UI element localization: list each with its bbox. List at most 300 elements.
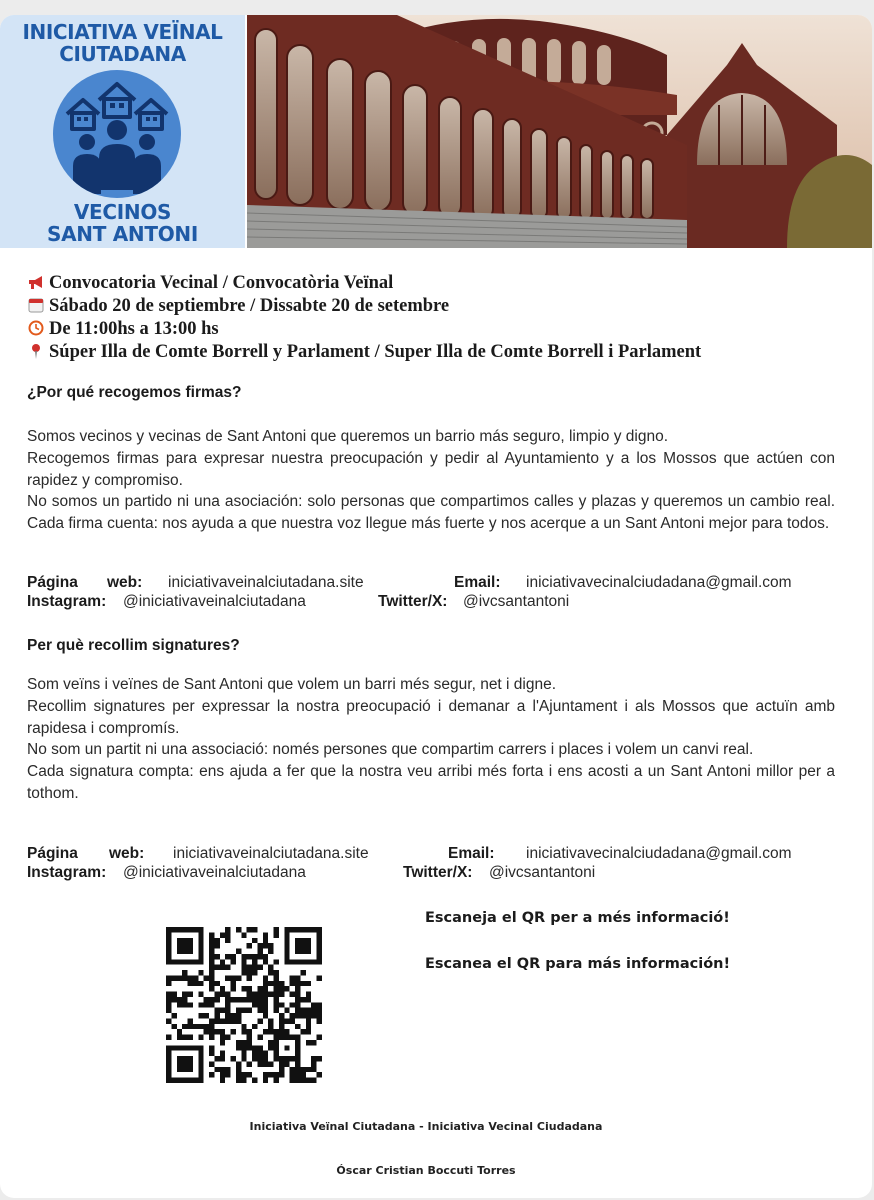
qr-module (198, 954, 203, 959)
qr-module (300, 927, 305, 932)
qr-module (263, 1008, 268, 1013)
qr-module (241, 1051, 246, 1056)
qr-module (279, 1072, 284, 1077)
qr-module (220, 1018, 225, 1023)
qr-module (177, 927, 182, 932)
qr-module (198, 1067, 203, 1072)
es-web-label-b: web: (107, 574, 143, 591)
ca-instagram-link[interactable]: @iniciativaveinalciutadana (123, 864, 306, 881)
qr-module (177, 949, 182, 954)
ca-email-link[interactable]: iniciativavecinalciudadana@gmail.com (526, 845, 792, 862)
qr-module (284, 1056, 289, 1061)
qr-module (263, 938, 268, 943)
qr-module (279, 1013, 284, 1018)
qr-module (290, 1078, 295, 1083)
qr-module (198, 927, 203, 932)
ca-paragraph-2: Recollim signatures per expressar la nostra preocupació i demanar a l'Ajuntament i als Mossos que actuïn amb rapidesa i compromís. (27, 697, 835, 737)
qr-module (274, 959, 279, 964)
qr-module (274, 975, 279, 980)
es-email-link[interactable]: iniciativavecinalciudadana@gmail.com (526, 574, 792, 591)
qr-module (295, 1045, 300, 1050)
qr-module (188, 1035, 193, 1040)
qr-module (220, 992, 225, 997)
qr-module (300, 970, 305, 975)
qr-module (252, 965, 257, 970)
qr-module (204, 1024, 209, 1029)
qr-module (247, 943, 252, 948)
qr-module (188, 1078, 193, 1083)
qr-module (182, 970, 187, 975)
qr-module (263, 932, 268, 937)
es-paragraph-2: Recogemos firmas para expresar nuestra preocupación y pedir al Ayuntamiento y a los Mossos que actúen con rapidez y compromiso. (27, 449, 835, 489)
qr-module (177, 943, 182, 948)
qr-module (306, 992, 311, 997)
qr-module (236, 1040, 241, 1045)
qr-module (231, 981, 236, 986)
qr-module (284, 1029, 289, 1034)
qr-module (284, 1061, 289, 1066)
qr-module (252, 1045, 257, 1050)
qr-module (268, 1040, 273, 1045)
qr-module (166, 1045, 171, 1050)
qr-module (279, 986, 284, 991)
qr-module (311, 927, 316, 932)
qr-module (317, 927, 322, 932)
qr-module (182, 1045, 187, 1050)
qr-module (290, 927, 295, 932)
qr-module (177, 1061, 182, 1066)
qr-module (188, 1067, 193, 1072)
qr-module (284, 1045, 289, 1050)
qr-module (171, 975, 176, 980)
qr-module (247, 986, 252, 991)
qr-module (220, 986, 225, 991)
qr-module (295, 981, 300, 986)
qr-module (188, 992, 193, 997)
qr-module (214, 938, 219, 943)
qr-module (214, 1018, 219, 1023)
qr-module (274, 927, 279, 932)
qr-module (284, 959, 289, 964)
qr-module (209, 965, 214, 970)
qr-module (300, 943, 305, 948)
qr-module (231, 954, 236, 959)
qr-module (274, 1056, 279, 1061)
ca-contact-row-2 (27, 863, 837, 882)
qr-code[interactable] (166, 927, 322, 1083)
qr-module (171, 1013, 176, 1018)
qr-module (241, 965, 246, 970)
qr-module (257, 965, 262, 970)
qr-module (198, 1061, 203, 1066)
qr-module (209, 997, 214, 1002)
qr-module (171, 959, 176, 964)
qr-module (257, 943, 262, 948)
ca-web-link[interactable]: iniciativaveinalciutadana.site (173, 845, 369, 862)
qr-module (204, 1029, 209, 1034)
qr-module (214, 943, 219, 948)
qr-module (311, 1002, 316, 1007)
qr-module (268, 1045, 273, 1050)
qr-module (268, 1024, 273, 1029)
qr-module (209, 1045, 214, 1050)
qr-module (166, 932, 171, 937)
qr-module (177, 975, 182, 980)
qr-module (274, 981, 279, 986)
qr-module (225, 1018, 230, 1023)
qr-module (177, 1035, 182, 1040)
es-twitter-link[interactable]: @ivcsantantoni (463, 593, 570, 610)
qr-module (317, 938, 322, 943)
qr-module (290, 1002, 295, 1007)
qr-module (177, 1029, 182, 1034)
qr-text-es: Escanea el QR para más información! (425, 956, 731, 972)
qr-module (177, 997, 182, 1002)
qr-module (295, 1013, 300, 1018)
qr-module (311, 1078, 316, 1083)
qr-module (279, 1035, 284, 1040)
qr-module (290, 992, 295, 997)
qr-module (311, 1067, 316, 1072)
qr-module (220, 965, 225, 970)
qr-module (182, 1002, 187, 1007)
qr-module (257, 1035, 262, 1040)
qr-module (214, 1008, 219, 1013)
qr-module (182, 975, 187, 980)
footer-author: Óscar Cristian Boccuti Torres (336, 1164, 516, 1177)
qr-module (166, 981, 171, 986)
qr-module (236, 1078, 241, 1083)
qr-module (241, 1045, 246, 1050)
logo-subtitle (0, 201, 245, 245)
logo-title (0, 21, 245, 65)
event-time: De 11:00hs a 13:00 hs (49, 319, 219, 339)
qr-module (295, 943, 300, 948)
qr-module (247, 1035, 252, 1040)
qr-module (268, 1061, 273, 1066)
qr-module (204, 1013, 209, 1018)
qr-module (193, 981, 198, 986)
qr-module (284, 949, 289, 954)
qr-module (252, 1056, 257, 1061)
ca-contact-row-1 (27, 844, 837, 863)
qr-module (241, 1056, 246, 1061)
qr-module (284, 943, 289, 948)
qr-module (306, 1008, 311, 1013)
qr-module (274, 1029, 279, 1034)
es-contact-row-1 (27, 573, 837, 592)
qr-module (257, 1045, 262, 1050)
qr-module (193, 927, 198, 932)
event-title-line (27, 272, 701, 295)
qr-module (317, 975, 322, 980)
qr-module (166, 959, 171, 964)
qr-module (295, 1008, 300, 1013)
qr-module (198, 970, 203, 975)
qr-module (166, 938, 171, 943)
qr-module (300, 1067, 305, 1072)
qr-module (198, 1024, 203, 1029)
qr-module (247, 1008, 252, 1013)
qr-module (252, 959, 257, 964)
qr-module (295, 975, 300, 980)
qr-module (193, 1024, 198, 1029)
qr-module (193, 1078, 198, 1083)
qr-module (257, 1056, 262, 1061)
qr-module (317, 1013, 322, 1018)
qr-module (306, 1067, 311, 1072)
es-twitter-label: Twitter/X: (378, 593, 448, 610)
qr-module (198, 949, 203, 954)
es-paragraph-1: Somos vecinos y vecinas de Sant Antoni que queremos un barrio más seguro, limpio y digno. (27, 428, 669, 445)
qr-module (198, 938, 203, 943)
qr-module (177, 1067, 182, 1072)
qr-module (263, 959, 268, 964)
qr-module (252, 1002, 257, 1007)
qr-module (236, 1008, 241, 1013)
qr-module (306, 959, 311, 964)
qr-module (247, 992, 252, 997)
qr-module (214, 981, 219, 986)
qr-module (188, 1045, 193, 1050)
qr-module (279, 981, 284, 986)
qr-module (214, 1013, 219, 1018)
qr-module (279, 1018, 284, 1023)
qr-module (295, 1078, 300, 1083)
event-title: Convocatoria Vecinal / Convocatòria Veïnal (49, 273, 394, 293)
qr-module (236, 997, 241, 1002)
qr-module (274, 992, 279, 997)
qr-module (306, 1029, 311, 1034)
qr-module (295, 927, 300, 932)
qr-module (263, 986, 268, 991)
qr-module (263, 1078, 268, 1083)
event-place: Súper Illa de Comte Borrell y Parlament / Super Illa de Comte Borrell i Parlament (49, 342, 702, 362)
qr-module (220, 932, 225, 937)
es-heading: ¿Por qué recogemos firmas? (27, 384, 242, 401)
qr-module (252, 970, 257, 975)
qr-module (182, 1056, 187, 1061)
qr-module (252, 1078, 257, 1083)
qr-module (198, 1056, 203, 1061)
qr-module (295, 1067, 300, 1072)
qr-module (295, 949, 300, 954)
qr-module (188, 938, 193, 943)
qr-module (231, 1056, 236, 1061)
qr-module (284, 1008, 289, 1013)
qr-text-ca: Escaneja el QR per a més informació! (425, 910, 730, 926)
qr-module (209, 986, 214, 991)
qr-module (252, 997, 257, 1002)
logo-sub-line1: VECINOS (73, 200, 172, 224)
qr-module (209, 1024, 214, 1029)
market-building-photo (247, 15, 872, 248)
qr-module (209, 1002, 214, 1007)
qr-module (182, 943, 187, 948)
qr-module (193, 959, 198, 964)
qr-module (257, 986, 262, 991)
qr-module (182, 959, 187, 964)
qr-module (214, 1067, 219, 1072)
qr-module (241, 1072, 246, 1077)
ca-twitter-link[interactable]: @ivcsantantoni (489, 864, 596, 881)
qr-module (166, 954, 171, 959)
qr-module (247, 997, 252, 1002)
qr-module (241, 1008, 246, 1013)
qr-module (247, 1045, 252, 1050)
qr-module (284, 1035, 289, 1040)
qr-module (274, 1040, 279, 1045)
qr-module (295, 1024, 300, 1029)
qr-module (274, 997, 279, 1002)
qr-module (220, 1008, 225, 1013)
qr-module (182, 1024, 187, 1029)
qr-module (263, 975, 268, 980)
qr-module (198, 943, 203, 948)
ca-instagram-label: Instagram: (27, 864, 107, 881)
qr-module (252, 954, 257, 959)
qr-module (257, 1018, 262, 1023)
qr-module (295, 1040, 300, 1045)
qr-module (268, 992, 273, 997)
qr-module (220, 1067, 225, 1072)
qr-module (182, 992, 187, 997)
qr-module (209, 943, 214, 948)
event-date: Sábado 20 de septiembre / Dissabte 20 de setembre (49, 296, 450, 316)
qr-module (263, 1051, 268, 1056)
ca-twitter-label: Twitter/X: (403, 864, 473, 881)
es-email-label: Email: (454, 574, 501, 591)
qr-module (241, 1024, 246, 1029)
qr-module (274, 1035, 279, 1040)
qr-module (209, 1018, 214, 1023)
qr-module (279, 1024, 284, 1029)
qr-module (263, 1029, 268, 1034)
qr-module (220, 1056, 225, 1061)
qr-module (209, 1061, 214, 1066)
qr-module (225, 965, 230, 970)
es-web-label-a: Página (27, 574, 78, 591)
qr-module (241, 1078, 246, 1083)
qr-module (166, 975, 171, 980)
qr-module (241, 970, 246, 975)
flyer-header (0, 15, 872, 248)
qr-module (279, 1067, 284, 1072)
logo-panel (0, 15, 245, 248)
qr-module (209, 938, 214, 943)
logo-title-line1: INICIATIVA VEÏNAL (22, 20, 223, 44)
qr-module (188, 959, 193, 964)
qr-module (274, 1008, 279, 1013)
qr-module (295, 1002, 300, 1007)
qr-module (209, 970, 214, 975)
qr-module (177, 959, 182, 964)
qr-module (225, 1013, 230, 1018)
footer-org: Iniciativa Veïnal Ciutadana - Iniciativa Vecinal Ciudadana (249, 1120, 603, 1133)
qr-module (166, 1056, 171, 1061)
ca-paragraph-1: Som veïns i veïnes de Sant Antoni que volem un barri més segur, net i digne. (27, 676, 557, 693)
qr-module (198, 1051, 203, 1056)
ca-web-label-a: Página (27, 845, 78, 862)
qr-module (241, 1040, 246, 1045)
qr-module (188, 1024, 193, 1029)
qr-module (268, 965, 273, 970)
qr-module (306, 938, 311, 943)
qr-module (274, 1051, 279, 1056)
qr-module (236, 1061, 241, 1066)
qr-module (220, 1040, 225, 1045)
es-instagram-link[interactable]: @iniciativaveinalciutadana (123, 593, 306, 610)
qr-module (241, 954, 246, 959)
qr-module (236, 1045, 241, 1050)
qr-module (311, 1056, 316, 1061)
qr-module (241, 1029, 246, 1034)
qr-module (188, 1018, 193, 1023)
qr-module (252, 992, 257, 997)
qr-module (182, 927, 187, 932)
qr-module (166, 997, 171, 1002)
qr-module (263, 997, 268, 1002)
qr-module (182, 1078, 187, 1083)
qr-module (257, 954, 262, 959)
qr-module (317, 959, 322, 964)
qr-module (290, 1013, 295, 1018)
logo-sub-line2: SANT ANTONI (47, 222, 198, 246)
qr-module (188, 1056, 193, 1061)
qr-module (198, 1078, 203, 1083)
qr-module (257, 1051, 262, 1056)
qr-module (225, 1002, 230, 1007)
qr-module (236, 1018, 241, 1023)
qr-module (188, 1061, 193, 1066)
es-web-link[interactable]: iniciativaveinalciutadana.site (168, 574, 364, 591)
qr-module (252, 927, 257, 932)
qr-module (268, 949, 273, 954)
qr-module (317, 943, 322, 948)
qr-module (317, 949, 322, 954)
es-instagram-label: Instagram: (27, 593, 107, 610)
qr-module (290, 1035, 295, 1040)
megaphone-icon (27, 274, 45, 290)
qr-module (214, 992, 219, 997)
qr-module (268, 1018, 273, 1023)
qr-module (171, 1045, 176, 1050)
qr-module (241, 986, 246, 991)
qr-module (209, 954, 214, 959)
qr-module (214, 1056, 219, 1061)
qr-module (225, 932, 230, 937)
qr-module (263, 1061, 268, 1066)
qr-module (204, 1002, 209, 1007)
qr-module (166, 1067, 171, 1072)
qr-module (274, 1072, 279, 1077)
qr-module (166, 1072, 171, 1077)
qr-module (225, 927, 230, 932)
qr-module (220, 1072, 225, 1077)
qr-module (317, 1018, 322, 1023)
qr-module (166, 1061, 171, 1066)
flyer-card (0, 15, 872, 1198)
qr-module (225, 1035, 230, 1040)
qr-module (198, 1002, 203, 1007)
qr-module (177, 1045, 182, 1050)
qr-module (295, 938, 300, 943)
qr-module (306, 943, 311, 948)
qr-module (295, 959, 300, 964)
qr-module (247, 975, 252, 980)
qr-module (182, 997, 187, 1002)
qr-module (204, 975, 209, 980)
